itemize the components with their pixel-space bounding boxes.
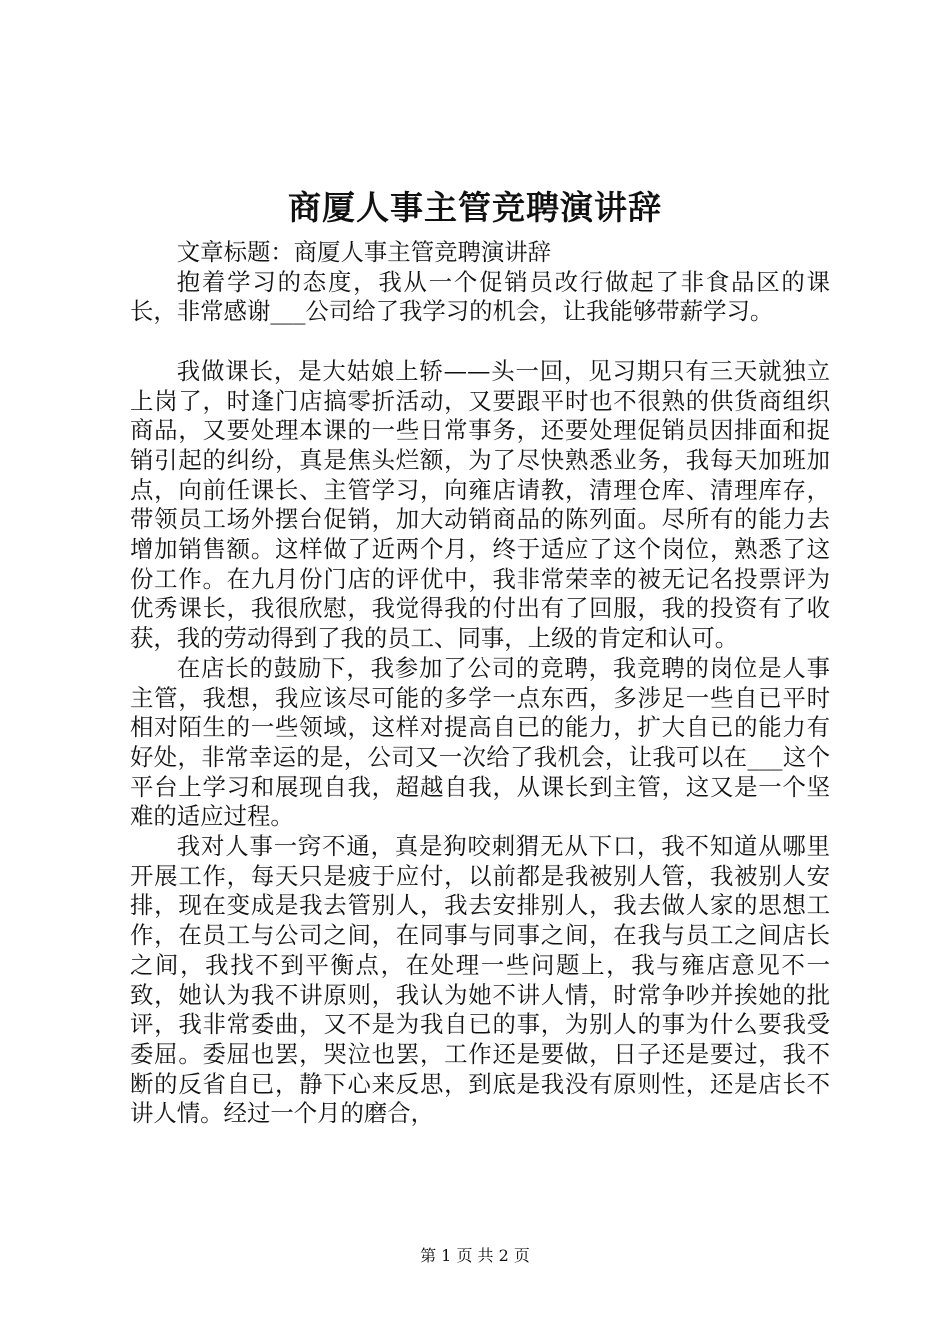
paragraph-competition: 在店长的鼓励下，我参加了公司的竞聘，我竞聘的岗位是人事主管，我想，我应该尽可能的多学一点东西，多涉足一些自已平时相对陌生的一些领域，这样对提高自已的能力，扩大自已的能力有好处，非常幸运的是，公司又一次给了我机会，让我可以在___这个平台上学习和展现自我，超越自我，从课长到主管，这又是一个坚难的适应过程。 bbox=[130, 653, 830, 831]
document-body bbox=[130, 238, 830, 1129]
paragraph-hr-work: 我对人事一窍不通，真是狗咬刺猬无从下口，我不知道从哪里开展工作，每天只是疲于应付，以前都是我被别人管，我被别人安排，现在变成是我去管别人，我去安排别人，我去做人家的思想工作，在员工与公司之间，在同事与同事之间，在我与员工之间店长之间，我找不到平衡点，在处理一些问题上，我与雍店意见不一致，她认为我不讲原则，我认为她不讲人情，时常争吵并挨她的批评，我非常委曲，又不是为我自已的事，为别人的事为什么要我受委屈。委屈也罢，哭泣也罢，工作还是要做，日子还是要过，我不断的反省自已，静下心来反思，到底是我没有原则性，还是店长不讲人情。经过一个月的磨合， bbox=[130, 832, 830, 1128]
paragraph-intro: 抱着学习的态度，我从一个促销员改行做起了非食品区的课长，非常感谢___公司给了我学习的机会，让我能够带薪学习。 bbox=[130, 267, 830, 326]
document-title: 商厦人事主管竞聘演讲辞 bbox=[288, 188, 662, 227]
paragraph-section-manager: 我做课长，是大姑娘上轿——头一回，见习期只有三天就独立上岗了，时逢门店搞零折活动，又要跟平时也不很熟的供货商组织商品，又要处理本课的一些日常事务，还要处理促销员因排面和捉销引起的纠纷，真是焦头烂额，为了尽快熟悉业务，我每天加班加点，向前任课长、主管学习，向雍店请教，清理仓库、清理库存，带领员工场外摆台促销，加大动销商品的陈列面。尽所有的能力去增加销售额。这样做了近两个月，终于适应了这个岗位，熟悉了这份工作。在九月份门店的评优中，我非常荣幸的被无记名投票评为优秀课长，我很欣慰，我觉得我的付出有了回服，我的投资有了收获，我的劳动得到了我的员工、同事，上级的肯定和认可。 bbox=[130, 356, 830, 653]
page-number: 第 1 页 共 2 页 bbox=[420, 1246, 530, 1265]
article-title-line: 文章标题：商厦人事主管竞聘演讲辞 bbox=[176, 238, 552, 266]
paragraph-spacer bbox=[130, 327, 830, 357]
